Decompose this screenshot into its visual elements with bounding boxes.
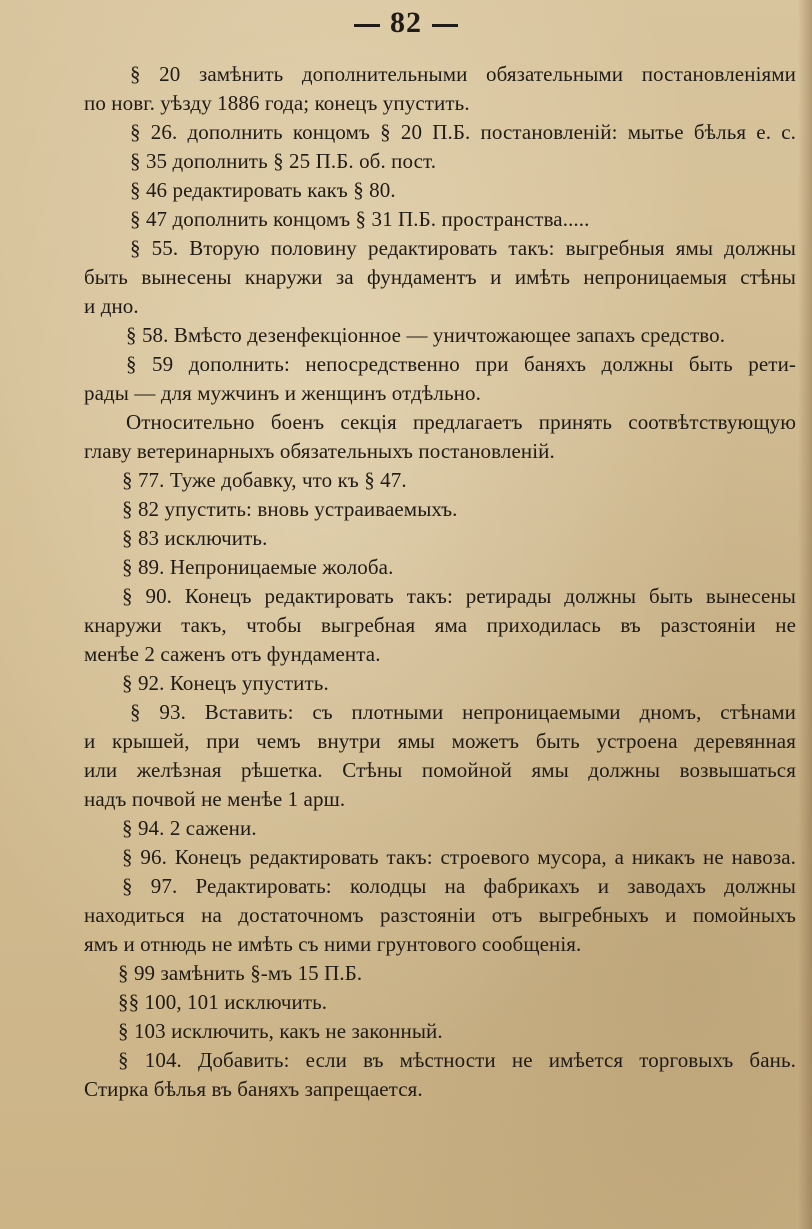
text-line: § 97. Редактировать: колодцы на фабрикахъ и заводахъ должны — [122, 874, 796, 898]
text-line: главу ветеринарныхъ обязательныхъ постановленій. — [84, 439, 555, 463]
text-line: § 90. Конецъ редактировать такъ: ретирады должны быть вынесены — [122, 584, 796, 608]
text-line: быть вынесены кнаружи за фундаментъ и имѣть непроницаемыя стѣны — [84, 265, 796, 289]
text-line: или желѣзная рѣшетка. Стѣны помойной ямы должны возвышаться — [84, 758, 796, 782]
text-line: § 99 замѣнить §-мъ 15 П.Б. — [118, 961, 363, 985]
page-edge-shadow — [798, 0, 812, 1229]
text-line: § 103 исключить, какъ не законный. — [118, 1019, 443, 1043]
text-line: § 93. Вставить: съ плотными непроницаемыми дномъ, стѣнами — [130, 700, 796, 724]
text-line: § 92. Конецъ упустить. — [122, 671, 329, 695]
body-text — [84, 60, 796, 1104]
text-line: § 35 дополнить § 25 П.Б. об. пост. — [130, 149, 437, 173]
text-line: и дно. — [84, 294, 139, 318]
text-line: § 20 замѣнить дополнительными обязательными постановленіями — [130, 62, 796, 86]
text-line: § 46 редактировать какъ § 80. — [130, 178, 396, 202]
text-line: по новг. уѣзду 1886 года; конецъ упустить. — [84, 91, 470, 115]
text-line: находиться на достаточномъ разстояніи отъ выгребныхъ и помойныхъ — [84, 903, 796, 927]
text-line: § 96. Конецъ редактировать такъ: строевого мусора, а никакъ не навоза. — [122, 845, 796, 869]
text-line: § 82 упустить: вновь устраиваемыхъ. — [122, 497, 458, 521]
text-line: менѣе 2 саженъ отъ фундамента. — [84, 642, 381, 666]
text-line: § 55. Вторую половину редактировать такъ: выгребныя ямы должны — [130, 236, 796, 260]
text-line: рады — для мужчинъ и женщинъ отдѣльно. — [84, 381, 481, 405]
page-number-header — [0, 6, 812, 40]
text-line: кнаружи такъ, чтобы выгребная яма приходилась въ разстояніи не — [84, 613, 796, 637]
text-line: надъ почвой не менѣе 1 арш. — [84, 787, 346, 811]
text-line: § 47 дополнить концомъ § 31 П.Б. пространства..... — [130, 207, 590, 231]
right-dash — [432, 24, 458, 27]
page-number: 82 — [390, 6, 422, 39]
text-line: и крышей, при чемъ внутри ямы можетъ быть устроена деревянная — [84, 729, 796, 753]
text-line: Относительно боенъ секція предлагаетъ принять соотвѣтствующую — [126, 410, 796, 434]
text-line: § 59 дополнить: непосредственно при баняхъ должны быть рети- — [126, 352, 796, 376]
text-line: § 58. Вмѣсто дезенфекціонное — уничтожающее запахъ средство. — [126, 323, 726, 347]
text-line: § 89. Непроницаемые жолоба. — [122, 555, 394, 579]
text-line: Стирка бѣлья въ баняхъ запрещается. — [84, 1077, 423, 1101]
text-line: § 94. 2 сажени. — [122, 816, 257, 840]
text-line: § 77. Туже добавку, что къ § 47. — [122, 468, 407, 492]
text-line: § 26. дополнить концомъ § 20 П.Б. постановленій: мытье бѣлья е. с. — [130, 120, 796, 144]
left-dash — [354, 24, 380, 27]
text-line: § 104. Добавить: если въ мѣстности не имѣется торговыхъ бань. — [118, 1048, 796, 1072]
text-line: § 83 исключить. — [122, 526, 268, 550]
text-line: §§ 100, 101 исключить. — [118, 990, 328, 1014]
text-line: ямъ и отнюдь не имѣть съ ними грунтового сообщенія. — [84, 932, 582, 956]
